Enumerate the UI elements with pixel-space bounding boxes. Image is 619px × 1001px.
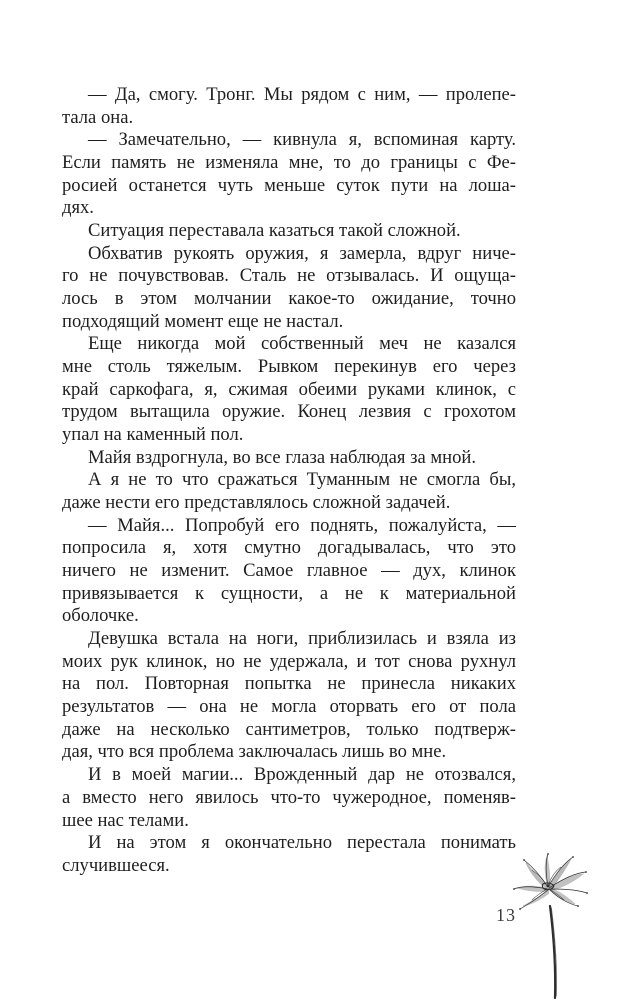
paragraph bbox=[62, 220, 516, 243]
text-line: шее нас телами. bbox=[62, 809, 189, 831]
text-line: на пол. Повторная попытка не принесла никаких bbox=[62, 673, 516, 695]
flower-stem bbox=[550, 906, 557, 998]
paragraph bbox=[62, 832, 516, 877]
text-line: лось в этом молчании какое-то ожидание, точно bbox=[62, 288, 516, 310]
paragraph bbox=[62, 469, 516, 514]
paragraph bbox=[62, 764, 516, 832]
flower-head bbox=[513, 853, 588, 910]
text-line: моих рук клинок, но не удержала, и тот снова рухнул bbox=[62, 650, 516, 672]
text-line: А я не то что сражаться Туманным не смогла бы, bbox=[88, 469, 516, 491]
text-line: оболочке. bbox=[62, 605, 139, 627]
text-line: а вместо него явилось что-то чужеродное, поменяв- bbox=[62, 786, 516, 808]
text-line: И на этом я окончательно перестала понимать bbox=[88, 832, 516, 854]
paragraph bbox=[62, 515, 516, 628]
text-line: подходящий момент еще не настал. bbox=[62, 310, 344, 332]
text-line: го не почувствовав. Сталь не отзывалась. И ощуща- bbox=[62, 265, 516, 287]
text-line: попросила я, хотя смутно догадывалась, что это bbox=[62, 537, 516, 559]
paragraph bbox=[62, 243, 516, 334]
text-line: трудом вытащила оружие. Конец лезвия с грохотом bbox=[62, 401, 516, 423]
page-text-block bbox=[62, 84, 516, 878]
text-line: край саркофага, я, сжимая обеими руками клинок, с bbox=[62, 378, 516, 400]
paragraph bbox=[62, 84, 516, 129]
text-line: мне столь тяжелым. Рывком перекинув его через bbox=[62, 356, 516, 378]
text-line: случившееся. bbox=[62, 854, 170, 876]
paragraph bbox=[62, 333, 516, 446]
text-line: дая, что вся проблема заключалась лишь во мне. bbox=[62, 741, 447, 763]
paragraph bbox=[62, 129, 516, 220]
text-line: ничего не изменит. Самое главное — дух, клинок bbox=[62, 560, 516, 582]
text-line: результатов — она не могла оторвать его от пола bbox=[62, 696, 516, 718]
text-line: Майя вздрогнула, во все глаза наблюдая за мной. bbox=[88, 446, 476, 468]
text-line: даже нести его представлялось сложной задачей. bbox=[62, 492, 451, 514]
text-line: привязывается к сущности, а не к материальной bbox=[62, 582, 516, 604]
text-line: даже на несколько сантиметров, только подтверж- bbox=[62, 718, 516, 740]
page-number: 13 bbox=[496, 905, 516, 925]
text-line: — Майя... Попробуй его поднять, пожалуйста, — bbox=[88, 514, 516, 536]
text-line: И в моей магии... Врожденный дар не отозвался, bbox=[88, 764, 516, 786]
text-line: Ситуация переставала казаться такой сложной. bbox=[88, 220, 461, 242]
paragraph bbox=[62, 447, 516, 470]
text-line: Если память не изменяла мне, то до границы с Фе- bbox=[62, 152, 516, 174]
text-line: росией останется чуть меньше суток пути на лоша- bbox=[62, 174, 516, 196]
flower-illustration bbox=[512, 852, 597, 1000]
text-line: тала она. bbox=[62, 106, 134, 128]
text-line: дях. bbox=[62, 197, 94, 219]
text-line: — Да, смогу. Тронг. Мы рядом с ним, — пролепе- bbox=[88, 84, 516, 105]
text-line: Девушка встала на ноги, приблизилась и взяла из bbox=[88, 628, 516, 650]
text-line: — Замечательно, — кивнула я, вспоминая карту. bbox=[88, 129, 516, 151]
text-line: Обхватив рукоять оружия, я замерла, вдруг ниче- bbox=[88, 242, 516, 264]
text-line: упал на каменный пол. bbox=[62, 424, 244, 446]
paragraph bbox=[62, 628, 516, 764]
text-line: Еще никогда мой собственный меч не казался bbox=[88, 333, 516, 355]
